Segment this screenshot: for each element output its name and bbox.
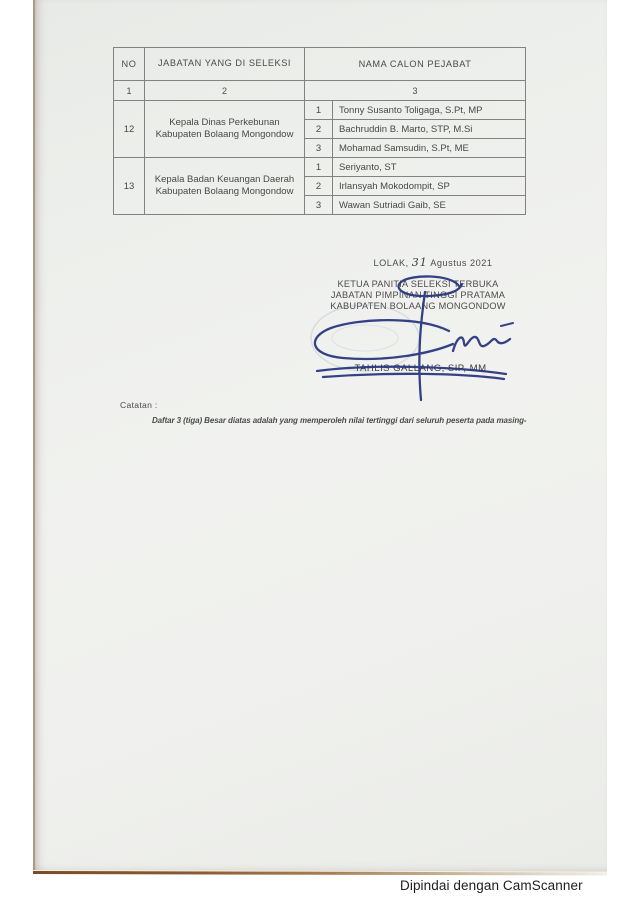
candidate-name: Mohamad Samsudin, S.Pt, ME xyxy=(333,139,526,158)
candidate-name: Irlansyah Mokodompit, SP xyxy=(333,177,526,196)
row-no: 13 xyxy=(114,158,145,215)
stamp-icon xyxy=(311,305,419,371)
committee-line-1: KETUA PANITIA SELEKSI TERBUKA xyxy=(337,279,499,289)
candidate-name: Tonny Susanto Toligaga, S.Pt, MP xyxy=(333,101,526,120)
signature-ink xyxy=(301,270,613,407)
header-candidate: NAMA CALON PEJABAT xyxy=(305,48,526,81)
candidate-num: 1 xyxy=(305,101,333,120)
scanned-page xyxy=(33,0,607,872)
candidate-num: 2 xyxy=(305,120,333,139)
table-header xyxy=(114,48,526,101)
candidate-num: 2 xyxy=(305,177,333,196)
table-row xyxy=(114,158,526,177)
row-no: 12 xyxy=(114,101,145,158)
camscanner-watermark: Dipindai dengan CamScanner xyxy=(400,878,583,893)
committee-line-3: KABUPATEN BOLAANG MONGONDOW xyxy=(330,301,506,311)
column-index-row xyxy=(114,81,526,101)
table-row xyxy=(114,101,526,120)
column-index-1: 1 xyxy=(114,81,145,101)
notes-body: Daftar 3 (tiga) Besar diatas adalah yang memperoleh nilai tertinggi dari seluruh peserta pada masing- xyxy=(152,416,527,425)
candidate-name: Bachruddin B. Marto, STP, M.Si xyxy=(333,120,526,139)
handwritten-date: 31 xyxy=(411,256,428,269)
candidate-name: Wawan Sutriadi Gaib, SE xyxy=(333,196,526,215)
signer-name: TAHLIS GALLANG, SIP, MM xyxy=(354,363,487,374)
place-label: LOLAK, xyxy=(373,258,409,268)
notes-label: Catatan : xyxy=(120,400,158,410)
signature-strokes xyxy=(315,276,513,400)
column-index-3: 3 xyxy=(305,81,526,101)
header-position: JABATAN YANG DI SELEKSI xyxy=(145,48,305,81)
place-date-line xyxy=(323,256,543,269)
row-position: Kepala Dinas Perkebunan Kabupaten Bolaang Mongondow xyxy=(145,101,305,158)
header-no: NO xyxy=(114,48,145,81)
candidate-num: 3 xyxy=(305,196,333,215)
date-label: Agustus 2021 xyxy=(430,258,493,268)
candidate-name: Seriyanto, ST xyxy=(333,158,526,177)
candidate-num: 3 xyxy=(305,139,333,158)
row-position: Kepala Badan Keuangan Daerah Kabupaten Bolaang Mongondow xyxy=(145,158,305,215)
selection-table xyxy=(113,47,526,215)
column-index-2: 2 xyxy=(145,81,305,101)
committee-line-2: JABATAN PIMPINAN TINGGI PRATAMA xyxy=(330,290,506,300)
candidate-num: 1 xyxy=(305,158,333,177)
scan-bottom-edge xyxy=(33,871,607,876)
